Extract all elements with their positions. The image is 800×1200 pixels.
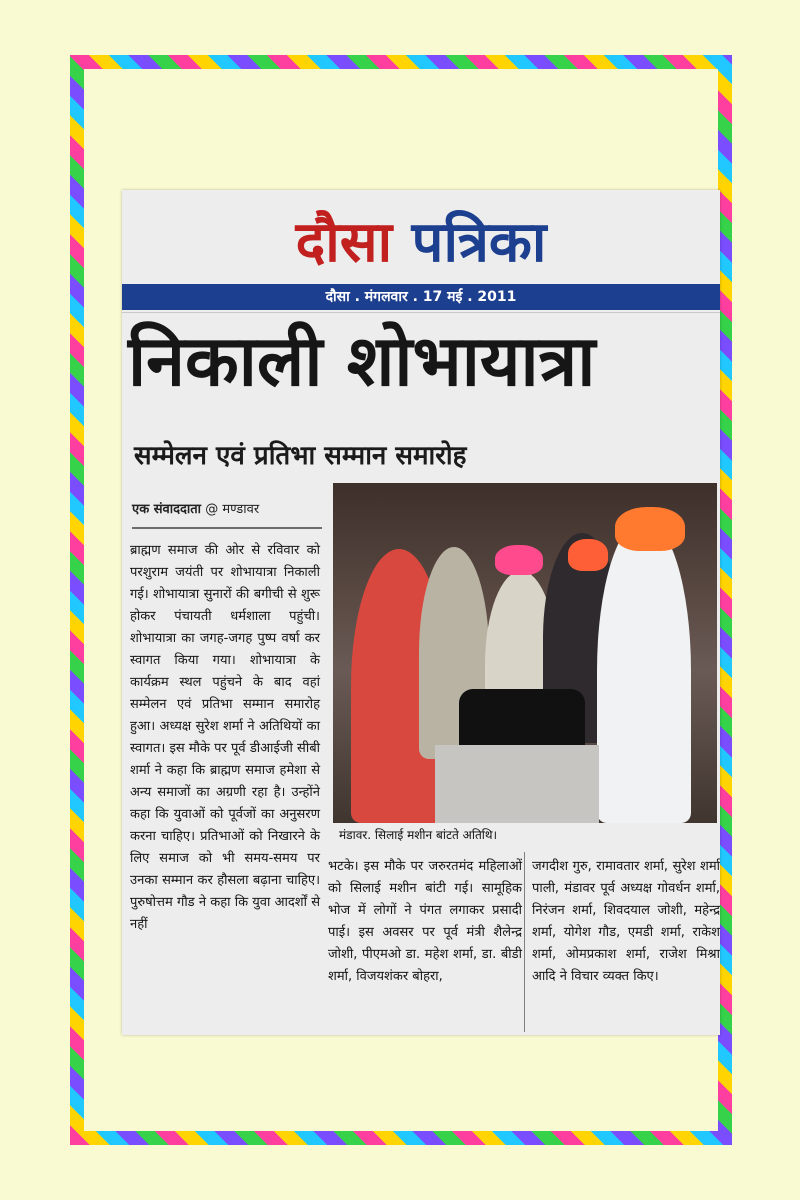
turban-icon bbox=[615, 507, 685, 551]
byline-place: @ मण्डावर bbox=[205, 502, 260, 517]
turban-icon bbox=[495, 545, 543, 575]
man-figure-right bbox=[597, 519, 691, 823]
article-column-1: ब्राह्मण समाज की ओर से रविवार को परशुराम जयंती पर शोभायात्रा निकाली गई। शोभायात्रा सुनारों की बगीची से शुरू होकर पंचायती धर्मशाला पहुंची। शोभायात्रा का जगह-जगह पुष्प वर्षा कर स्वागत किया गया। शोभायात्रा के कार्यक्रम स्थल पहुंचने के बाद वहां सम्मेलन एवं प्रतिभा सम्मान समारोह हुआ। अध्यक्ष सुरेश शर्मा ने अतिथियों का स्वागत। इस मौके पर पूर्व डीआईजी सीबी शर्मा ने कहा कि ब्राह्मण समाज हमेशा से अन्य समाजों का अग्रणी रहा है। उन्होंने कहा कि युवाओं को पूर्वजों का अनुसरण करना चाहिए। प्रतिभाओं को निखारने के लिए समाज को भी समय-समय पर उनका सम्मान कर हौसला बढ़ाना चाहिए। पुरुषोत्तम गौड ने कहा कि युवा आदर्शों से नहीं bbox=[130, 543, 320, 932]
masthead-part-2: पत्रिका bbox=[411, 209, 547, 275]
dateline-bar: दौसा . मंगलवार . 17 मई . 2011 bbox=[122, 284, 720, 310]
turban-icon bbox=[568, 539, 608, 571]
byline-prefix: एक संवाददाता bbox=[132, 502, 202, 517]
section-divider bbox=[122, 312, 720, 313]
article-headline: निकाली शोभायात्रा bbox=[128, 319, 596, 402]
article-column-3: जगदीश गुरु, रामावतार शर्मा, सुरेश शर्मा पाली, मंडावर पूर्व अध्यक्ष गोवर्धन शर्मा, निरंजन शर्मा, शिवदयाल जोशी, महेन्द्र शर्मा, योगेश गौड, एमडी शर्मा, राकेश शर्मा, ओमप्रकाश शर्मा, राजेश मिश्रा आदि ने विचार व्यक्त किए। bbox=[532, 859, 720, 984]
photo-caption: मंडावर. सिलाई मशीन बांटते अतिथि। bbox=[339, 828, 498, 842]
article-subheadline: सम्मेलन एवं प्रतिभा सम्मान समारोह bbox=[134, 441, 467, 471]
article-byline bbox=[132, 499, 322, 529]
newspaper-clipping bbox=[122, 190, 720, 1035]
article-column-2: भटके। इस मौके पर जरुरतमंद महिलाओं को सिलाई मशीन बांटी गई। सामूहिक भोज में लोगों ने पंगत लगाकर प्रसादी पाई। इस अवसर पर पूर्व मंत्री शैलेन्द्र जोशी, पीएमओ डा. महेश शर्मा, डा. बीडी शर्मा, विजयशंकर बोहरा, bbox=[328, 859, 522, 984]
newspaper-masthead bbox=[122, 210, 720, 274]
event-photo bbox=[333, 483, 717, 823]
machine-table bbox=[435, 745, 599, 823]
masthead-part-1: दौसा bbox=[295, 209, 393, 275]
sewing-machine bbox=[459, 689, 585, 753]
column-divider bbox=[524, 852, 525, 1032]
